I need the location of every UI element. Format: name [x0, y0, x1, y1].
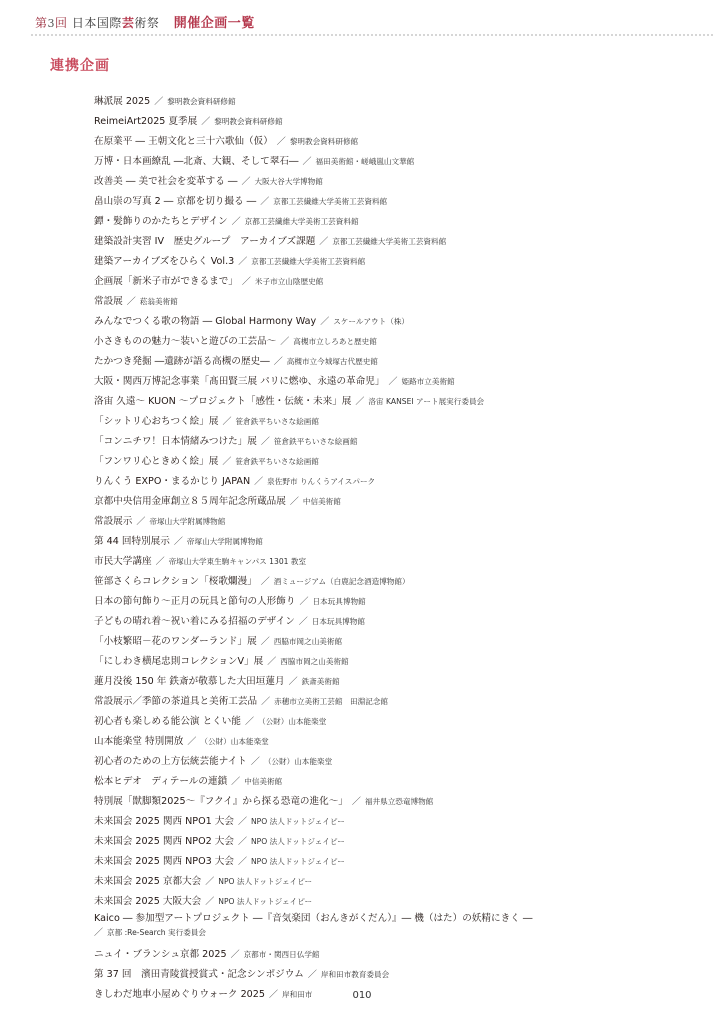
- entry-organizer: 京都工芸繊維大学美術工芸資料館: [273, 197, 388, 206]
- entry-title: 琳派展 2025: [94, 96, 151, 107]
- header-counter: 回: [55, 16, 68, 30]
- list-item: [94, 212, 694, 232]
- entry-separator: ／: [260, 637, 270, 647]
- entry-title: 畠山崇の写真 2 ― 京都を切り撮る ―: [94, 196, 257, 207]
- entry-organizer: 帝塚山大学附属博物館: [149, 517, 226, 526]
- list-item: [94, 472, 694, 492]
- entry-separator: ／: [260, 437, 270, 447]
- festival-name-accent: 芸: [121, 16, 135, 30]
- entry-organizer: 姫路市立美術館: [401, 377, 455, 386]
- entry-separator: ／: [307, 970, 317, 980]
- entry-separator: ／: [319, 237, 329, 247]
- festival-name-b: 術祭: [134, 16, 160, 30]
- entry-separator: ／: [388, 377, 398, 387]
- list-item: [94, 532, 694, 552]
- entry-separator: ／: [94, 928, 104, 938]
- entry-title: 子どもの晴れ着〜祝い着にみる招福のデザイン: [94, 616, 295, 627]
- entry-organizer: 日本玩具博物館: [311, 617, 365, 626]
- entry-separator: ／: [205, 897, 215, 907]
- entry-separator: ／: [261, 697, 271, 707]
- list-item: [94, 392, 694, 412]
- list-item: [94, 945, 694, 965]
- list-item: [94, 692, 694, 712]
- entry-separator: ／: [155, 557, 165, 567]
- list-item: [94, 292, 694, 312]
- entry-title: 蓮月没後 150 年 鉄斎が敬慕した大田垣蓮月: [94, 676, 285, 687]
- entry-organizer: 中信美術館: [244, 777, 283, 786]
- entry-separator: ／: [267, 657, 277, 667]
- entry-organizer: 米子市立山陰歴史館: [254, 277, 324, 286]
- entry-title: 改善美 ― 美で社会を変革する ―: [94, 176, 238, 187]
- entry-separator: ／: [254, 477, 264, 487]
- entry-organizer: 黎明教会資料研修館: [167, 97, 236, 106]
- entry-separator: ／: [126, 297, 136, 307]
- entry-title: 山本能楽堂 特別開放: [94, 736, 184, 747]
- list-item: [94, 412, 694, 432]
- list-item: [94, 112, 694, 132]
- entry-separator: ／: [187, 737, 197, 747]
- entry-title: 日本の節句飾り〜正月の玩具と節句の人形飾り: [94, 596, 296, 607]
- entry-title: 第 44 回特別展示: [94, 536, 170, 547]
- entry-title: 洛宙 久遠〜 KUON 〜プロジェクト「感性・伝統・未来」展: [94, 396, 352, 407]
- list-item: [94, 772, 694, 792]
- entry-separator: ／: [237, 837, 247, 847]
- list-item: [94, 192, 694, 212]
- entry-organizer: （公財）山本能楽堂: [200, 737, 269, 746]
- entry-separator: ／: [280, 337, 290, 347]
- list-item: [94, 892, 694, 912]
- list-item: [94, 332, 694, 352]
- entry-title: 建築アーカイブズをひらく Vol.3: [94, 256, 235, 267]
- entry-title: 松本ヒデオ ディテールの連鎖: [94, 776, 228, 787]
- list-item: [94, 812, 694, 832]
- list-item: [94, 252, 694, 272]
- entry-organizer: 赤穂市立美術工芸館 田淵記念館: [274, 697, 389, 706]
- entry-separator: ／: [231, 217, 241, 227]
- entry-title: 第 37 回 濱田青陵賞授賞式・記念シンポジウム: [94, 969, 304, 980]
- entry-organizer: 京都工芸繊維大学美術工芸資料館: [244, 217, 359, 226]
- entry-separator: ／: [136, 517, 146, 527]
- entry-separator: ／: [154, 97, 164, 107]
- entry-separator: ／: [173, 537, 183, 547]
- entry-separator: ／: [222, 457, 232, 467]
- entry-separator: ／: [289, 497, 299, 507]
- entry-separator: ／: [230, 950, 240, 960]
- entry-separator: ／: [237, 857, 247, 867]
- page-number: 010: [352, 990, 372, 1001]
- program-list: [94, 92, 694, 1005]
- list-item: [94, 672, 694, 692]
- entry-organizer: 笹倉鉄平ちいさな絵画館: [235, 457, 319, 466]
- list-item: [94, 552, 694, 572]
- entry-separator: ／: [231, 777, 241, 787]
- list-item: [94, 832, 694, 852]
- entry-title: 未来国会 2025 関西 NPO2 大会: [94, 836, 234, 847]
- page-header: [0, 0, 724, 40]
- entry-title: 未来国会 2025 大阪大会: [94, 896, 202, 907]
- entry-title: 「コンニチワ！日本情緒みつけた」展: [94, 436, 257, 447]
- entry-title: 「フンワリ心ときめく絵」展: [94, 456, 219, 467]
- entry-separator: ／: [222, 417, 232, 427]
- entry-organizer: 鉄斎美術館: [301, 677, 340, 686]
- festival-name: [72, 16, 160, 30]
- dotted-divider: [30, 33, 714, 37]
- entry-organizer: 帝塚山大学東生駒キャンパス 1301 教室: [168, 557, 307, 566]
- entry-organizer: 福井県立恐竜博物館: [364, 797, 434, 806]
- entry-organizer: （公財）山本能楽堂: [257, 717, 327, 726]
- list-item: [94, 312, 694, 332]
- entry-separator: ／: [276, 137, 286, 147]
- entry-title: Kaico ― 参加型アートプロジェクト ―『音気楽団（おんきがくだん）』― 機（はた）の妖精にきく ―: [94, 913, 533, 924]
- entry-organizer: 高槻市立しろあと歴史館: [293, 337, 377, 346]
- list-item: [94, 232, 694, 252]
- entry-organizer: （公財）山本能楽堂: [263, 757, 333, 766]
- entry-organizer: 高槻市立今城塚古代歴史館: [286, 357, 378, 366]
- list-item: [94, 732, 694, 752]
- entry-separator: ／: [201, 117, 211, 127]
- entry-title: ReimeiArt2025 夏季展: [94, 116, 198, 127]
- entry-separator: ／: [351, 797, 361, 807]
- list-item: [94, 632, 694, 652]
- entry-separator: ／: [238, 257, 248, 267]
- list-item: [94, 612, 694, 632]
- entry-separator: ／: [273, 357, 283, 367]
- entry-organizer: 福田美術館・嵯峨嵐山文華館: [315, 157, 415, 166]
- entry-title: 特別展「獣脚類2025～『フクイ』から探る恐竜の進化～」: [94, 796, 348, 807]
- list-item: [94, 492, 694, 512]
- list-item: [94, 792, 694, 812]
- entry-organizer: 京都工芸繊維大学美術工芸資料館: [332, 237, 447, 246]
- list-item: [94, 852, 694, 872]
- entry-title: 企画展「新米子市ができるまで」: [94, 276, 238, 287]
- entry-separator: ／: [241, 277, 251, 287]
- entry-title: 初心者のための上方伝統芸能ナイト: [94, 756, 247, 767]
- entry-organizer: 大阪大谷大学博物館: [254, 177, 323, 186]
- entry-separator: ／: [269, 990, 279, 1000]
- entry-organizer: 京都工芸繊維大学美術工芸資料館: [251, 257, 366, 266]
- list-item: [94, 912, 694, 940]
- list-item: [94, 432, 694, 452]
- entry-title: 建築設計実習 IV 歴史グループ アーカイブズ課題: [94, 236, 316, 247]
- entry-title: 常設展: [94, 296, 123, 307]
- entry-organizer: 笹倉鉄平ちいさな絵画館: [273, 437, 358, 446]
- entry-organizer: NPO 法人ドットジェイピー: [251, 817, 345, 826]
- list-item: [94, 372, 694, 392]
- entry-separator: ／: [237, 817, 247, 827]
- entry-organizer: 帝塚山大学附属博物館: [186, 537, 263, 546]
- list-item: [94, 272, 694, 292]
- entry-organizer: 黎明教会資料研修館: [214, 117, 283, 126]
- entry-organizer: 菘翁美術館: [139, 297, 178, 306]
- entry-organizer: スケールアウト（株）: [333, 317, 410, 326]
- entry-separator: ／: [260, 577, 270, 587]
- entry-separator: ／: [260, 197, 270, 207]
- entry-title: 初心者も楽しめる能公演 とくい能: [94, 716, 241, 727]
- header-ordinal: 3: [47, 17, 56, 30]
- entry-organizer: 洛宙 KANSEI アート展実行委員会: [368, 397, 485, 406]
- entry-title: 京都中央信用金庫創立８５周年記念所蔵品展: [94, 496, 286, 507]
- entry-organizer: NPO 法人ドットジェイピー: [251, 837, 345, 846]
- list-item: [94, 572, 694, 592]
- list-item: [94, 152, 694, 172]
- entry-separator: ／: [241, 177, 251, 187]
- entry-organizer-line: [94, 926, 694, 940]
- entry-organizer: NPO 法人ドットジェイピー: [218, 897, 313, 906]
- entry-title: ニュイ・ブランシュ京都 2025: [94, 949, 227, 960]
- entry-separator: ／: [298, 617, 308, 627]
- list-item: [94, 452, 694, 472]
- header-title: [35, 12, 255, 31]
- entry-organizer: 中信美術館: [302, 497, 341, 506]
- entry-separator: ／: [205, 877, 215, 887]
- header-section: 開催企画一覧: [173, 16, 255, 31]
- list-item: [94, 92, 694, 112]
- entry-title: 在原業平 ― 王朝文化と三十六歌仙（仮）: [94, 136, 273, 147]
- entry-organizer: NPO 法人ドットジェイピー: [218, 877, 313, 886]
- entry-title: 未来国会 2025 京都大会: [94, 876, 202, 887]
- entry-organizer: 岸和田市教育委員会: [320, 970, 390, 979]
- entry-title: りんくう EXPO・まるかじり JAPAN: [94, 476, 251, 487]
- entry-separator: ／: [320, 317, 330, 327]
- entry-organizer: 日本玩具博物館: [312, 597, 366, 606]
- list-item: [94, 652, 694, 672]
- entry-title: 「にしわき横尾忠則コレクションⅤ」展: [94, 656, 264, 667]
- entry-separator: ／: [355, 397, 365, 407]
- header-prefix: 第: [35, 16, 48, 30]
- list-item: [94, 872, 694, 892]
- entry-title: 「小枝繁昭－花のワンダーランド」展: [94, 636, 257, 647]
- entry-organizer: 西脇市岡之山美術館: [280, 657, 349, 666]
- entry-separator: ／: [250, 757, 260, 767]
- entry-organizer: 酒ミュージアム（白鹿記念酒造博物館）: [273, 577, 410, 586]
- entry-title: たかつき発掘 ―遺跡が語る高槻の歴史―: [94, 356, 270, 367]
- entry-organizer: 泉佐野市 りんくうアイスパーク: [267, 477, 376, 486]
- list-item: [94, 512, 694, 532]
- list-item: [94, 172, 694, 192]
- entry-title: きしわだ地車小屋めぐりウォーク 2025: [94, 989, 265, 1000]
- list-item: [94, 965, 694, 985]
- entry-title: 鐔・髪飾りのかたちとデザイン: [94, 216, 228, 227]
- entry-separator: ／: [302, 157, 312, 167]
- section-heading: 連携企画: [50, 58, 110, 74]
- list-item: [94, 352, 694, 372]
- entry-organizer: 西脇市岡之山美術館: [273, 637, 343, 646]
- list-item: [94, 592, 694, 612]
- list-item: [94, 712, 694, 732]
- entry-organizer: NPO 法人ドットジェイピー: [251, 857, 345, 866]
- entry-title: 万博・日本画繚乱 ―北斎、大観、そして翠石―: [94, 156, 299, 167]
- entry-organizer: 黎明教会資料研修館: [289, 137, 359, 146]
- entry-separator: ／: [288, 677, 298, 687]
- entry-title: 大阪・関西万博記念事業「髙田賢三展 パリに燃ゆ、永遠の革命児」: [94, 376, 385, 387]
- entry-separator: ／: [244, 717, 254, 727]
- festival-name-a: 日本国際: [71, 16, 122, 30]
- entry-organizer: 岸和田市: [282, 990, 313, 999]
- entry-organizer: 笹倉鉄平ちいさな絵画館: [235, 417, 319, 426]
- list-item: [94, 752, 694, 772]
- entry-organizer: 京都市・関西日仏学館: [243, 950, 320, 959]
- entry-title: 笹部さくらコレクション「桜歌爛漫」: [94, 576, 257, 587]
- entry-title: 市民大学講座: [94, 556, 152, 567]
- entry-title: みんなでつくる歌の物語 ― Global Harmony Way: [94, 316, 317, 327]
- entry-organizer: 京都 :Re-Search 実行委員会: [107, 928, 206, 937]
- entry-title: 「シットリ心おちつく絵」展: [94, 416, 219, 427]
- entry-title: 未来国会 2025 関西 NPO1 大会: [94, 816, 234, 827]
- entry-title: 常設展示: [94, 516, 133, 527]
- entry-separator: ／: [299, 597, 309, 607]
- entry-title: 常設展示／季節の茶道具と美術工芸品: [94, 696, 258, 707]
- list-item: [94, 132, 694, 152]
- entry-title: 未来国会 2025 関西 NPO3 大会: [94, 856, 234, 867]
- entry-title: 小さきものの魅力〜装いと遊びの工芸品〜: [94, 336, 277, 347]
